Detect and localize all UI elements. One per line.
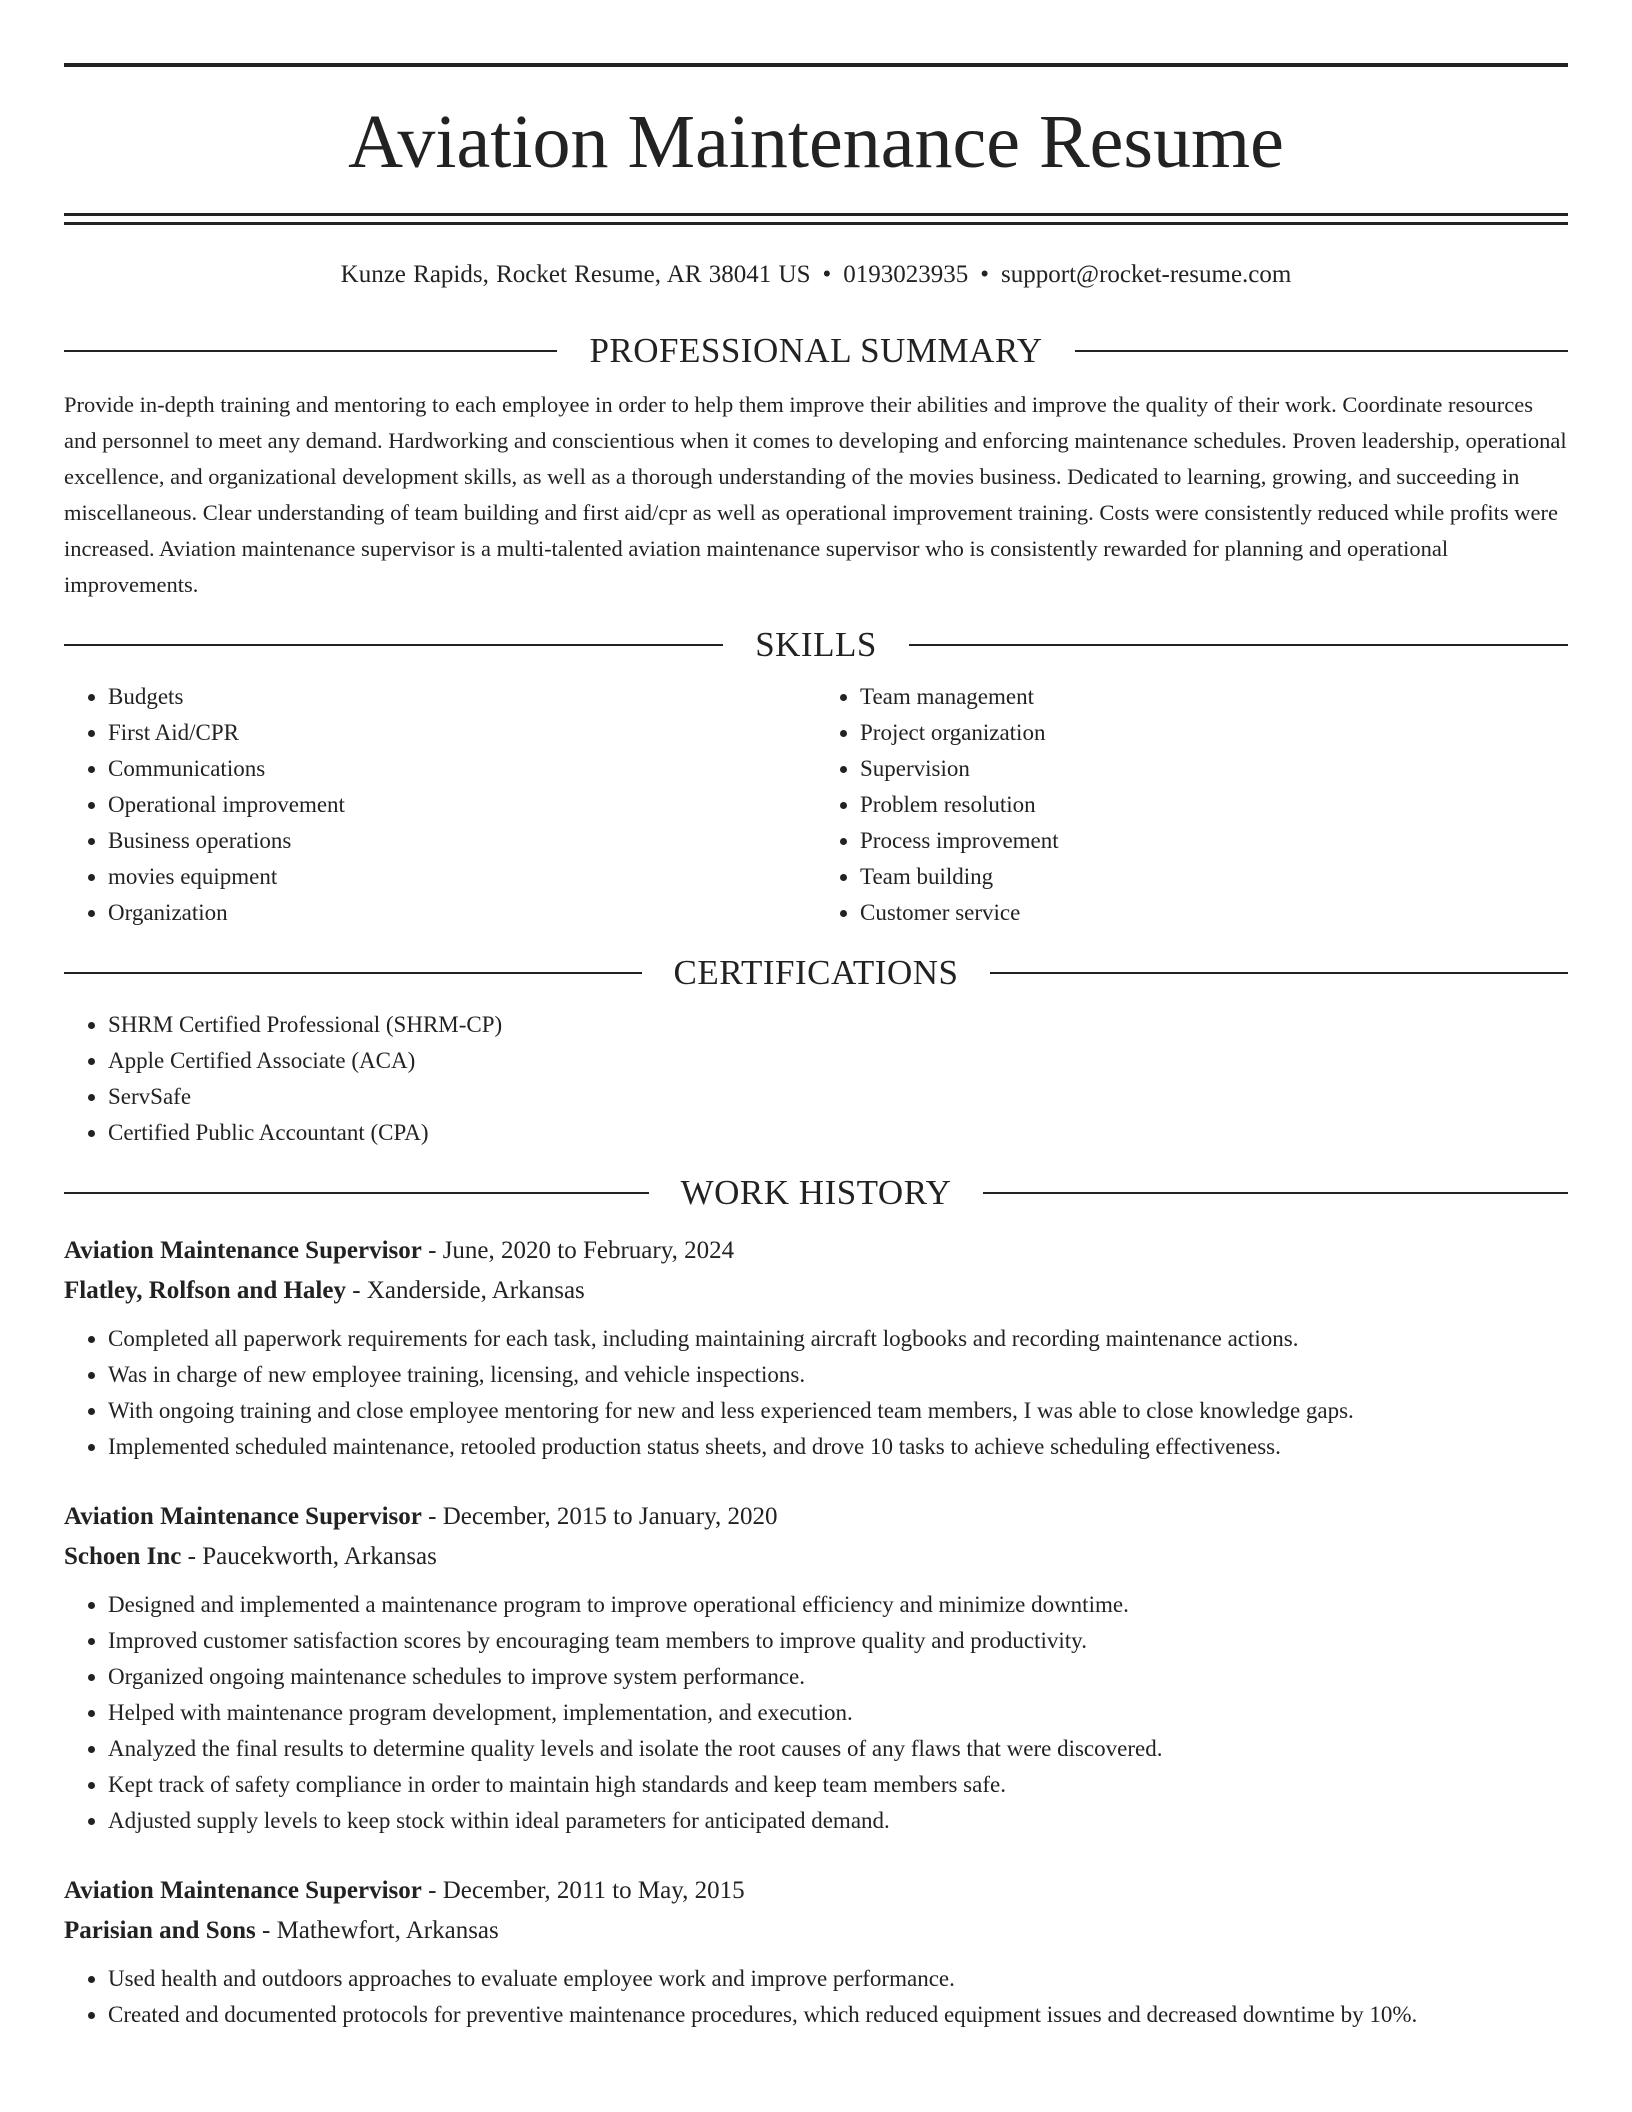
job-title-line [64, 1871, 1568, 1911]
skill-item: • Team building [860, 859, 1568, 895]
section-rule [64, 972, 642, 974]
section-rule [64, 1192, 649, 1194]
job-title: Aviation Maintenance Supervisor [64, 1503, 422, 1530]
skills-columns [64, 679, 1568, 931]
skill-item: • Business operations [108, 823, 816, 859]
skill-item: • First Aid/CPR [108, 715, 816, 751]
section-rule [1075, 350, 1568, 352]
certifications-list [64, 1007, 1568, 1151]
section-title-work: WORK HISTORY [680, 1173, 952, 1212]
section-header-skills [64, 623, 1568, 667]
job-bullets [64, 1321, 1568, 1465]
job-entry [64, 1231, 1568, 1465]
certification-item: • SHRM Certified Professional (SHRM-CP) [108, 1007, 1568, 1043]
job-company-line [64, 1271, 1568, 1311]
skill-item: • Supervision [860, 751, 1568, 787]
job-bullet: • Organized ongoing maintenance schedules to improve system performance. [108, 1659, 1568, 1695]
job-bullet: • Created and documented protocols for preventive maintenance procedures, which reduced equipment issues and decreased downtime by 10%. [108, 1997, 1568, 2033]
section-title-certifications: CERTIFICATIONS [673, 953, 959, 992]
resume-page [64, 0, 1568, 2033]
job-bullet: • Improved customer satisfaction scores by encouraging team members to improve quality and productivity. [108, 1623, 1568, 1659]
skill-item: • Team management [860, 679, 1568, 715]
skill-item: • Process improvement [860, 823, 1568, 859]
certification-item: • ServSafe [108, 1079, 1568, 1115]
skill-item: • Communications [108, 751, 816, 787]
certification-item: • Certified Public Accountant (CPA) [108, 1115, 1568, 1151]
job-bullets [64, 1587, 1568, 1839]
job-bullet: • Adjusted supply levels to keep stock within ideal parameters for anticipated demand. [108, 1803, 1568, 1839]
contact-separator: • [822, 261, 832, 288]
top-rule [64, 63, 1568, 67]
section-rule [64, 350, 557, 352]
contact-address: Kunze Rapids, Rocket Resume, AR 38041 US [340, 261, 811, 288]
job-bullet: • Analyzed the final results to determine quality levels and isolate the root causes of any flaws that were discovered. [108, 1731, 1568, 1767]
job-location: - Xanderside, Arkansas [345, 1277, 585, 1304]
skill-item: • Organization [108, 895, 816, 931]
job-bullet: • Helped with maintenance program development, implementation, and execution. [108, 1695, 1568, 1731]
section-rule [64, 644, 723, 646]
job-bullets [64, 1961, 1568, 2033]
job-bullet: • Used health and outdoors approaches to evaluate employee work and improve performance. [108, 1961, 1568, 1997]
job-dates: - June, 2020 to February, 2024 [421, 1237, 735, 1264]
work-history [64, 1231, 1568, 2033]
contact-phone: 0193023935 [843, 261, 969, 288]
skill-item: • Operational improvement [108, 787, 816, 823]
job-title: Aviation Maintenance Supervisor [64, 1877, 422, 1904]
job-bullet: • Kept track of safety compliance in order to maintain high standards and keep team members safe. [108, 1767, 1568, 1803]
contact-separator: • [980, 261, 990, 288]
skills-list-left [64, 679, 816, 931]
job-company: Schoen Inc [64, 1543, 182, 1570]
job-entry [64, 1497, 1568, 1839]
section-title-skills: SKILLS [755, 625, 877, 664]
section-title-summary: PROFESSIONAL SUMMARY [589, 331, 1043, 370]
job-company-line [64, 1911, 1568, 1951]
job-location: - Mathewfort, Arkansas [255, 1917, 499, 1944]
skills-list-right [816, 679, 1568, 931]
job-bullet: • Implemented scheduled maintenance, retooled production status sheets, and drove 10 tasks to achieve scheduling effectiveness. [108, 1429, 1568, 1465]
job-title-line [64, 1497, 1568, 1537]
job-entry [64, 1871, 1568, 2033]
section-rule [909, 644, 1568, 646]
job-title-line [64, 1231, 1568, 1271]
section-header-work [64, 1171, 1568, 1215]
certification-item: • Apple Certified Associate (ACA) [108, 1043, 1568, 1079]
section-header-certifications [64, 951, 1568, 995]
resume-title: Aviation Maintenance Resume [348, 100, 1284, 184]
job-location: - Paucekworth, Arkansas [181, 1543, 437, 1570]
skill-item: • movies equipment [108, 859, 816, 895]
job-company: Parisian and Sons [64, 1917, 256, 1944]
job-title: Aviation Maintenance Supervisor [64, 1237, 422, 1264]
job-bullet: • Designed and implemented a maintenance program to improve operational efficiency and minimize downtime. [108, 1587, 1568, 1623]
skill-item: • Project organization [860, 715, 1568, 751]
job-bullet: • Completed all paperwork requirements for each task, including maintaining aircraft logbooks and recording maintenance actions. [108, 1321, 1568, 1357]
job-bullet: • Was in charge of new employee training, licensing, and vehicle inspections. [108, 1357, 1568, 1393]
section-header-summary [64, 329, 1568, 373]
title-rule-lower [64, 222, 1568, 225]
contact-email[interactable]: support@rocket-resume.com [1001, 261, 1292, 288]
job-dates: - December, 2015 to January, 2020 [421, 1503, 778, 1530]
section-rule [983, 1192, 1568, 1194]
job-bullet: • With ongoing training and close employee mentoring for new and less experienced team members, I was able to close knowledge gaps. [108, 1393, 1568, 1429]
job-company-line [64, 1537, 1568, 1577]
job-company: Flatley, Rolfson and Haley [64, 1277, 346, 1304]
skill-item: • Budgets [108, 679, 816, 715]
title-rule-upper [64, 213, 1568, 216]
section-rule [990, 972, 1568, 974]
summary-text: Provide in-depth training and mentoring to each employee in order to help them improve their abilities and improve the quality of their work. Coordinate resources and personnel to meet any demand. Hardworking and conscientious when it comes to developing and enforcing maintenance schedules. Proven leadership, operational excellence, and organizational development skills, as well as a thorough understanding of the movies business. Dedicated to learning, growing, and succeeding in miscellaneous. Clear understanding of team building and first aid/cpr as well as operational improvement training. Costs were consistently reduced while profits were increased. Aviation maintenance supervisor is a multi-talented aviation maintenance supervisor who is consistently rewarded for planning and operational improvements. [64, 392, 1567, 597]
job-dates: - December, 2011 to May, 2015 [421, 1877, 745, 1904]
contact-line [64, 259, 1568, 291]
skill-item: • Problem resolution [860, 787, 1568, 823]
skill-item: • Customer service [860, 895, 1568, 931]
